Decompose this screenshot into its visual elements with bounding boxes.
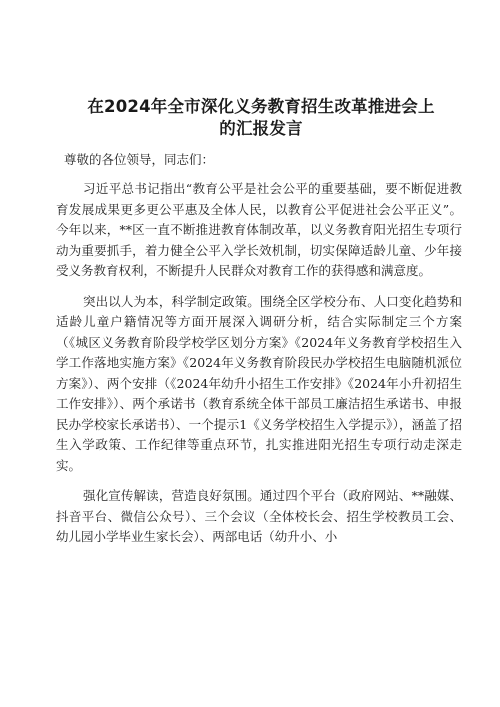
title-line-1: 在2024年全市深化义务教育招生改革推进会上	[87, 97, 435, 116]
salutation: 尊敬的各位领导，同志们：	[64, 152, 215, 167]
title-line-2: 的汇报发言	[219, 119, 303, 138]
paragraph-2: 突出以人为本，科学制定政策。围绕全区学校分布、人口变化趋势和适龄儿童户籍情况等方面开展深入调研分析，结合实际制定三个方案（《城区义务教育阶段学校学区划分方案》《2024年义务教育学校招生入学工作落地实施方案》《2024年义务教育阶段民办学校招生电脑随机派位方案》）、两个安排（《2024年幼升小招生工作安排》《2024年小升初招生工作安排》）、两个承诺书（教育系统全体干部员工廉洁招生承诺书、申报民办学校家长承诺书）、一个提示1《义务学校招生入学提示》），涵盖了招生入学政策、工作纪律等重点环节，扎实推进阳光招生专项行动走深走实。	[56, 293, 462, 473]
document-title	[56, 96, 462, 140]
paragraph-3: 强化宣传解读，营造良好氛围。通过四个平台（政府网站、**融媒、抖音平台、微信公众号）、三个会议（全体校长会、招生学校教员工会、幼儿园小学毕业生家长会）、两部电话（幼升小、小	[56, 488, 462, 544]
paragraph-1: 习近平总书记指出“教育公平是社会公平的重要基础，要不断促进教育发展成果更多更公平惠及全体人民，以教育公平促进社会公平正义”。今年以来，**区一直不断推进教育体制改革，以义务教育阳光招生专项行动为重要抓手，着力健全公平入学长效机制，切实保障适龄儿童、少年接受义务教育权利，不断提升人民群众对教育工作的获得感和满意度。	[56, 181, 462, 278]
